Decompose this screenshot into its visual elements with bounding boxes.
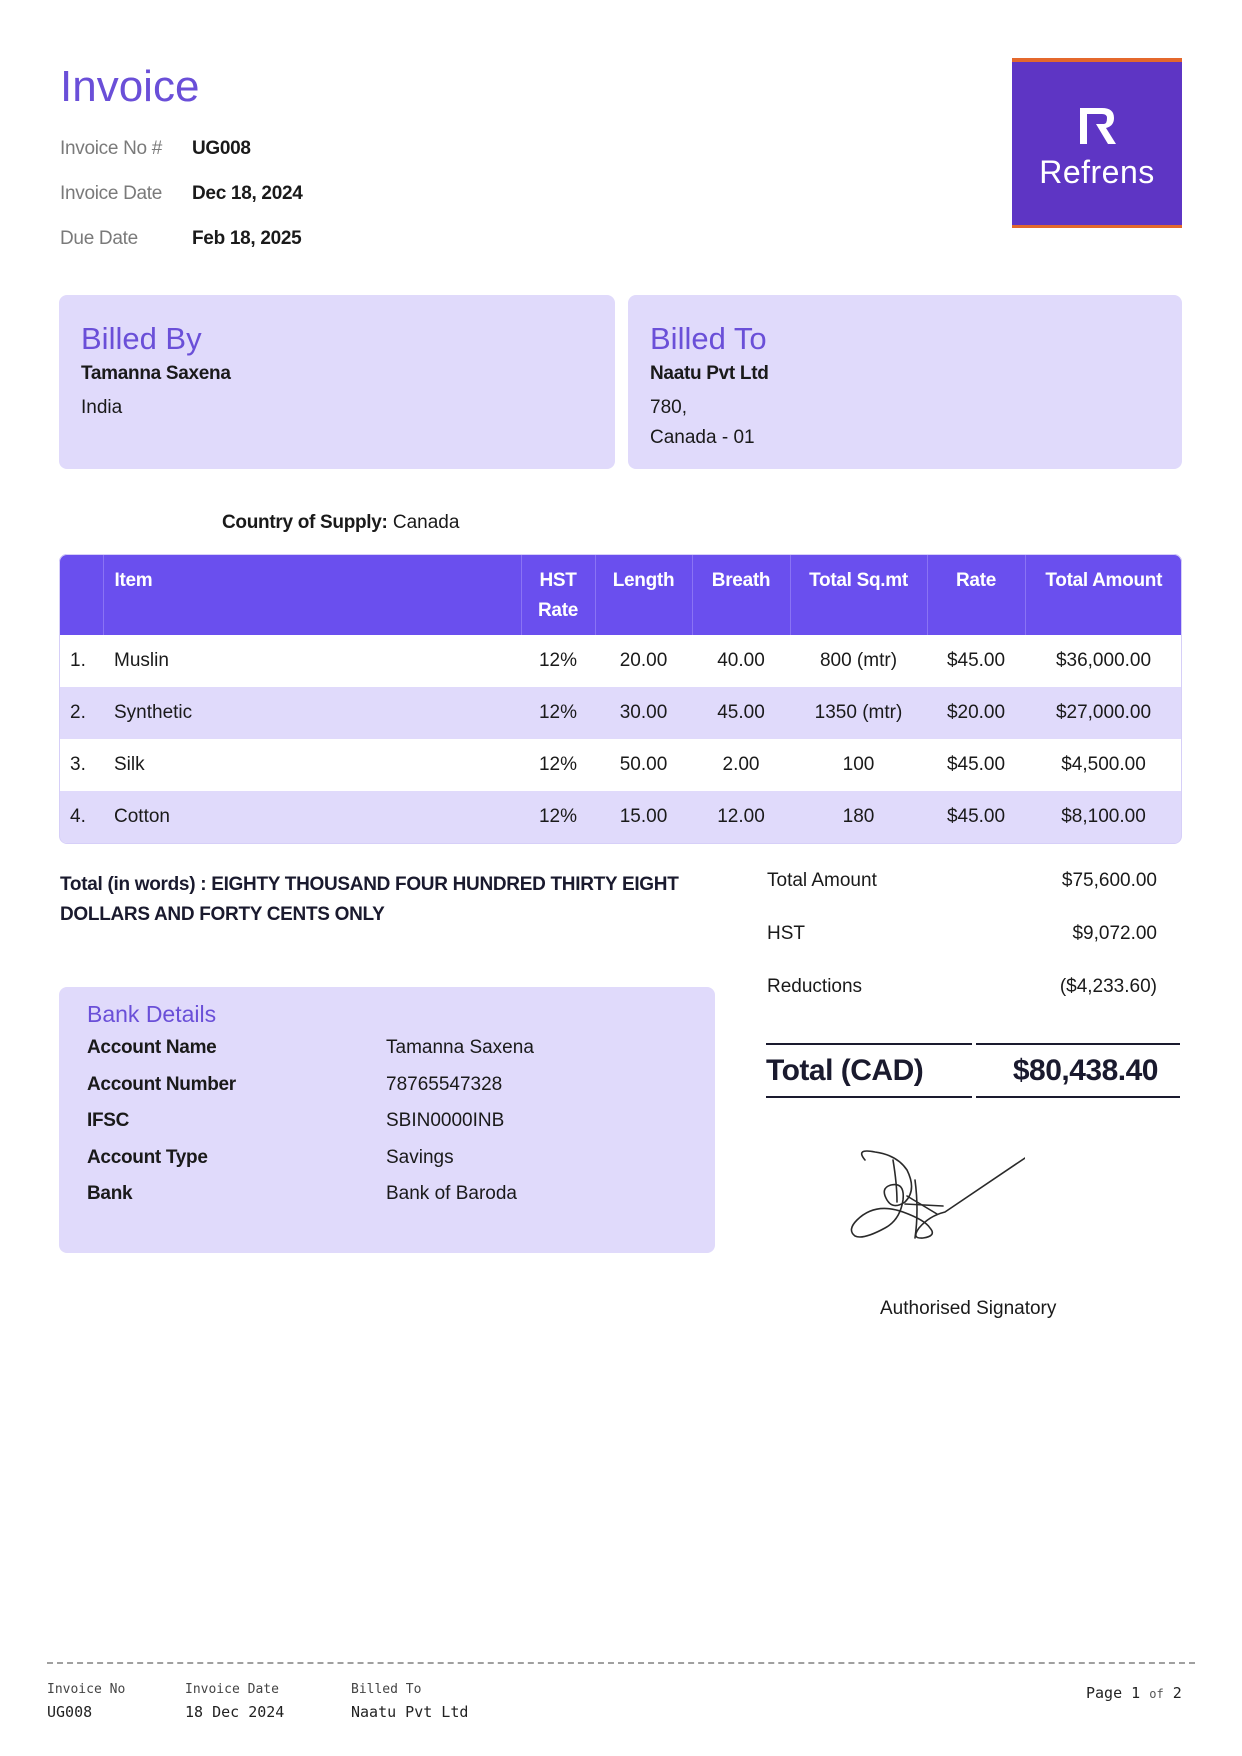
footer-billed-to <box>351 1682 468 1721</box>
bank-value: Savings <box>386 1146 454 1168</box>
country-of-supply-value: Canada <box>392 512 460 533</box>
bank-label: Account Number <box>87 1073 236 1095</box>
billed-to-heading: Billed To <box>650 321 767 356</box>
invoice-title: Invoice <box>60 62 200 111</box>
row-number: 1. <box>70 650 86 671</box>
header-number <box>59 554 103 635</box>
bank-row-account-number <box>87 1067 687 1104</box>
country-of-supply-label: Country of Supply: <box>222 512 388 533</box>
refrens-logo <box>1012 58 1182 228</box>
country-of-supply <box>222 512 459 534</box>
due-date-value: Feb 18, 2025 <box>192 228 302 249</box>
row-item: Synthetic <box>114 702 193 723</box>
footer-invoice-date <box>185 1682 284 1721</box>
billed-by-box <box>59 295 615 469</box>
footer-invoice-date-label: Invoice Date <box>185 1682 279 1697</box>
signature-image <box>845 1140 1025 1265</box>
grand-total-value: $80,438.40 <box>1012 1053 1158 1087</box>
header-item: Item <box>103 554 521 635</box>
table-row <box>59 739 1182 791</box>
row-number: 3. <box>70 754 86 775</box>
row-item: Cotton <box>114 806 170 827</box>
summary-label: Reductions <box>767 976 863 997</box>
bank-label: IFSC <box>87 1110 130 1132</box>
billed-by-name: Tamanna Saxena <box>81 363 231 384</box>
page-of: of <box>1149 1687 1164 1701</box>
row-item: Muslin <box>114 650 169 671</box>
table-header-row <box>59 554 1182 635</box>
row-hst-rate: 12% <box>538 702 578 723</box>
row-total-sqmt: 100 <box>842 754 875 775</box>
page-total: 2 <box>1172 1684 1182 1702</box>
table-row <box>59 687 1182 739</box>
footer-invoice-no-value: UG008 <box>47 1703 93 1721</box>
bank-label: Bank <box>87 1183 133 1205</box>
due-date-row <box>60 228 303 273</box>
bank-details-box <box>59 987 715 1253</box>
due-date-label: Due Date <box>60 228 138 249</box>
row-hst-rate: 12% <box>538 650 578 671</box>
row-rate: $45.00 <box>946 650 1006 671</box>
footer-invoice-no <box>47 1682 125 1721</box>
summary-value: $75,600.00 <box>1061 870 1157 891</box>
billed-to-box <box>628 295 1182 469</box>
invoice-date-value: Dec 18, 2024 <box>192 183 303 204</box>
header-breath: Breath <box>692 554 790 635</box>
row-breath: 40.00 <box>717 650 765 671</box>
footer-invoice-no-label: Invoice No <box>47 1682 126 1697</box>
row-item: Silk <box>114 754 145 775</box>
row-breath: 2.00 <box>722 754 760 775</box>
footer-invoice-date-value: 18 Dec 2024 <box>185 1703 285 1721</box>
table-row <box>59 791 1182 843</box>
row-breath: 45.00 <box>717 702 765 723</box>
invoice-meta <box>60 138 303 273</box>
summary-row-hst <box>767 923 1157 976</box>
row-hst-rate: 12% <box>538 754 578 775</box>
header-total-sqmt: Total Sq.mt <box>790 554 927 635</box>
bank-row-account-name <box>87 1030 687 1067</box>
summary-row-total-amount <box>767 870 1157 923</box>
header-total-amount: Total Amount <box>1045 570 1163 591</box>
row-length: 30.00 <box>619 702 668 723</box>
bank-row-account-type <box>87 1140 687 1177</box>
billed-to-name: Naatu Pvt Ltd <box>650 363 769 384</box>
bank-row-bank <box>87 1176 687 1213</box>
row-length: 20.00 <box>619 650 668 671</box>
header-hst-rate: HST Rate <box>521 554 595 635</box>
invoice-number-row <box>60 138 303 183</box>
billed-by-heading: Billed By <box>81 321 202 356</box>
summary-value: $9,072.00 <box>1072 923 1157 944</box>
row-rate: $45.00 <box>946 754 1006 775</box>
authorised-signatory-label: Authorised Signatory <box>880 1298 1057 1319</box>
row-total-amount: $8,100.00 <box>1061 806 1146 827</box>
row-total-amount: $4,500.00 <box>1061 754 1146 775</box>
row-total-amount: $27,000.00 <box>1055 702 1152 723</box>
grand-total <box>766 1043 1180 1098</box>
bank-value: Tamanna Saxena <box>386 1037 534 1059</box>
header-length: Length <box>595 554 692 635</box>
bank-value: Bank of Baroda <box>386 1183 517 1205</box>
bank-label: Account Name <box>87 1037 217 1059</box>
invoice-date-label: Invoice Date <box>60 183 163 204</box>
summary-label: Total Amount <box>767 870 877 891</box>
row-breath: 12.00 <box>717 806 765 827</box>
invoice-number-value: UG008 <box>192 138 251 159</box>
row-number: 4. <box>70 806 86 827</box>
row-hst-rate: 12% <box>538 806 578 827</box>
row-length: 15.00 <box>619 806 668 827</box>
page-number <box>1086 1684 1182 1702</box>
billed-to-address-line: Canada - 01 <box>650 427 755 448</box>
logo-text: Refrens <box>1039 154 1155 190</box>
bank-value: SBIN0000INB <box>386 1110 505 1132</box>
bank-row-ifsc <box>87 1103 687 1140</box>
row-length: 50.00 <box>619 754 668 775</box>
row-total-sqmt: 800 (mtr) <box>819 650 898 671</box>
grand-total-label: Total (CAD) <box>766 1053 924 1087</box>
billed-to-address-line: 780, <box>650 397 687 418</box>
refrens-r-icon <box>1076 104 1118 148</box>
row-rate: $20.00 <box>946 702 1006 723</box>
summary-value: ($4,233.60) <box>1059 976 1157 997</box>
footer-billed-to-value: Naatu Pvt Ltd <box>351 1703 469 1721</box>
invoice-number-label: Invoice No # <box>60 138 163 159</box>
row-total-sqmt: 1350 (mtr) <box>814 702 903 723</box>
row-total-sqmt: 180 <box>842 806 875 827</box>
footer-billed-to-label: Billed To <box>351 1682 422 1697</box>
row-number: 2. <box>70 702 86 723</box>
page-label: Page <box>1086 1684 1123 1702</box>
row-rate: $45.00 <box>946 806 1006 827</box>
bank-label: Account Type <box>87 1146 208 1168</box>
items-table <box>59 554 1182 843</box>
bank-value: 78765547328 <box>386 1073 503 1095</box>
total-in-words: Total (in words) : EIGHTY THOUSAND FOUR HUNDRED THIRTY EIGHT DOLLARS AND FORTY CENTS ONLY <box>60 874 679 925</box>
footer-divider <box>47 1662 1195 1664</box>
invoice-date-row <box>60 183 303 228</box>
summary-row-reductions <box>767 976 1157 1029</box>
amount-summary <box>767 870 1157 1029</box>
header-rate: Rate <box>927 554 1025 635</box>
row-total-amount: $36,000.00 <box>1055 650 1152 671</box>
summary-label: HST <box>767 923 805 944</box>
billed-by-address-line: India <box>81 397 123 418</box>
page-current: 1 <box>1131 1684 1141 1702</box>
grand-total-divider <box>972 1043 976 1098</box>
table-row <box>59 635 1182 687</box>
bank-details-heading: Bank Details <box>87 1001 217 1027</box>
